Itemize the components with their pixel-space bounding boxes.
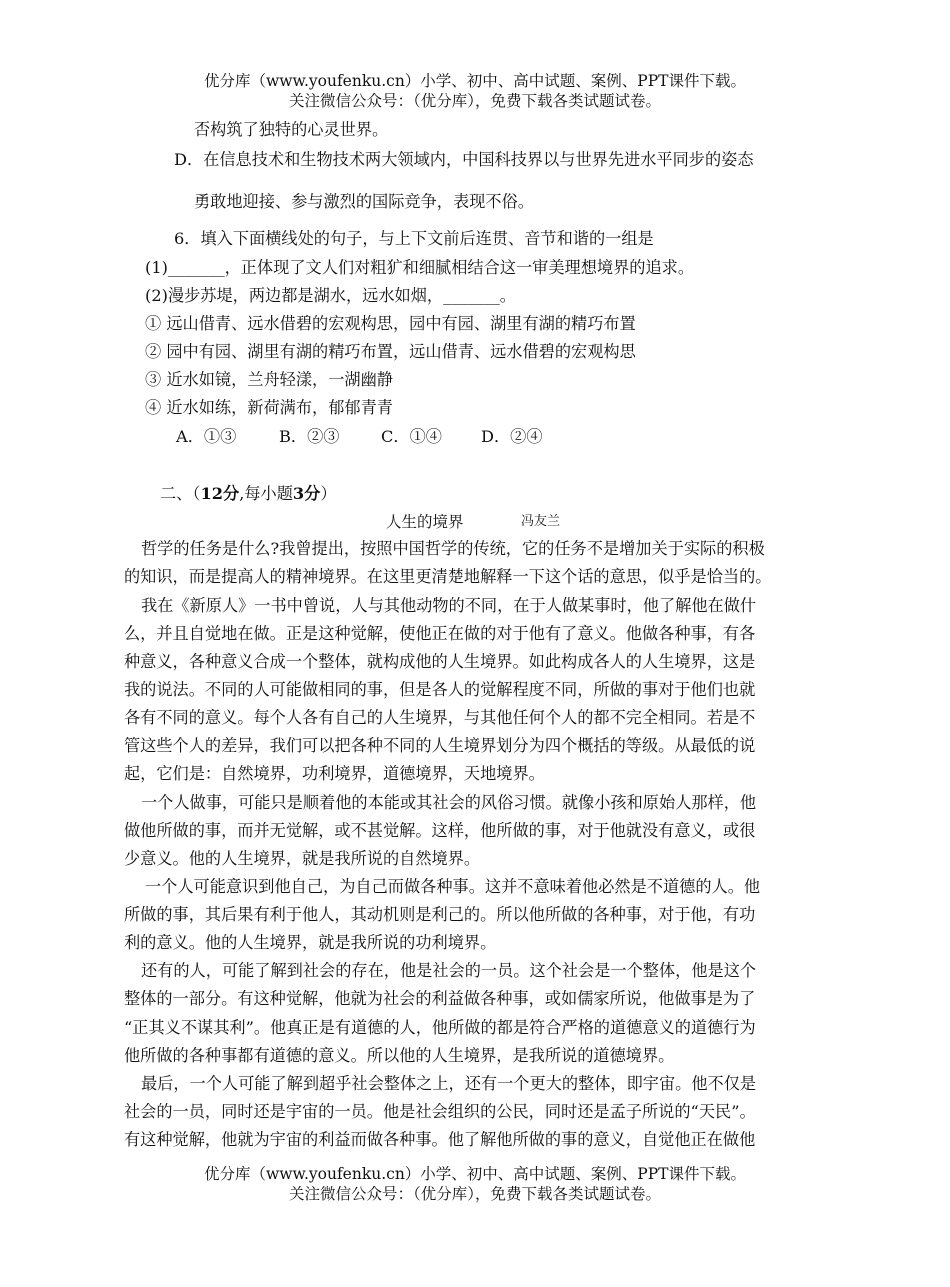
q6-choice-b: B．②③: [279, 427, 340, 446]
article-line: 最后，一个人可能了解到超乎社会整体之上，还有一个更大的整体，即宇宙。他不仅是: [141, 1074, 757, 1093]
q6-stem: 6．填入下面横线处的句子，与上下文前后连贯、音节和谐的一组是: [174, 229, 654, 248]
header-line-2: 关注微信公众号：（优分库），免费下载各类试题试卷。: [288, 92, 661, 110]
article-line: “正其义不谋其利”。他真正是有道德的人，他所做的都是符合严格的道德意义的道德行为: [124, 1018, 756, 1037]
article-line: 有这种觉解，他就为宇宙的利益而做各种事。他了解他所做的事的意义，自觉他正在做他: [124, 1130, 756, 1149]
q6-choice-d: D．②④: [481, 427, 543, 446]
footer-line-1: 优分库（www.youfenku.cn）小学、初中、高中试题、案例、PPT课件下载。: [203, 1165, 747, 1183]
article-title: 人生的境界: [386, 513, 464, 531]
header-line-1: 优分库（www.youfenku.cn）小学、初中、高中试题、案例、PPT课件下载。: [203, 72, 747, 90]
q5-option-d-line-2: 勇敢地迎接、参与激烈的国际竞争，表现不俗。: [194, 192, 534, 211]
q5-option-c-end: 否构筑了独特的心灵世界。: [194, 120, 389, 139]
q6-choice-a: A．①③: [176, 427, 237, 446]
q6-option-3: ③ 近水如镜，兰舟轻漾，一湖幽静: [145, 370, 393, 389]
article-line: 各有不同的意义。每个人各有自己的人生境界，与其他任何个人的都不完全相同。若是不: [124, 708, 756, 727]
article-line: 利的意义。他的人生境界，就是我所说的功利境界。: [124, 933, 497, 952]
article-line: 所做的事，其后果有利于他人，其动机则是利己的。所以他所做的各种事，对于他，有功: [124, 905, 756, 924]
article-line: 做他所做的事，而并无觉解，或不甚觉解。这样，他所做的事，对于他就没有意义，或很: [124, 821, 756, 840]
article-line: 一个人做事，可能只是顺着他的本能或其社会的风俗习惯。就像小孩和原始人那样，他: [141, 793, 757, 812]
q6-sentence-1: (1)_______，正体现了文人们对粗犷和细腻相结合这一审美理想境界的追求。: [145, 258, 695, 277]
q6-choice-c: C．①④: [381, 427, 442, 446]
section-2-heading: 二、（12分,每小题3分）: [160, 484, 337, 503]
article-line: 他所做的各种事都有道德的意义。所以他的人生境界，是我所说的道德境界。: [124, 1046, 675, 1065]
article-line: 起，它们是：自然境界，功利境界，道德境界，天地境界。: [124, 764, 545, 783]
article-line: 我在《新原人》一书中曾说，人与其他动物的不同，在于人做某事时，他了解他在做什: [141, 596, 757, 615]
article-line: 我的说法。不同的人可能做相同的事，但是各人的觉解程度不同，所做的事对于他们也就: [124, 680, 756, 699]
article-line: 社会的一员，同时还是宇宙的一员。他是社会组织的公民，同时还是孟子所说的“天民”。: [124, 1102, 756, 1121]
article-line: 一个人可能意识到他自己，为自己而做各种事。这并不意味着他必然是不道德的人。他: [145, 877, 761, 896]
article-line: 的知识，而是提高人的精神境界。在这里更清楚地解释一下这个话的意思，似乎是恰当的。: [124, 567, 772, 586]
q6-sentence-2: (2)漫步苏堤，两边都是湖水，远水如烟，_______。: [145, 286, 516, 305]
article-line: 种意义，各种意义合成一个整体，就构成他的人生境界。如此构成各人的人生境界，这是: [124, 652, 756, 671]
footer-line-2: 关注微信公众号：（优分库），免费下载各类试题试卷。: [288, 1185, 661, 1203]
article-line: 管这些个人的差异，我们可以把各种不同的人生境界划分为四个概括的等级。从最低的说: [124, 736, 756, 755]
article-line: 么，并且自觉地在做。正是这种觉解，使他正在做的对于他有了意义。他做各种事，有各: [124, 624, 756, 643]
q5-option-d-line-1: D．在信息技术和生物技术两大领域内，中国科技界以与世界先进水平同步的姿态: [174, 150, 754, 169]
q6-option-2: ② 园中有园、湖里有湖的精巧布置，远山借青、远水借碧的宏观构思: [145, 342, 636, 361]
article-line: 整体的一部分。有这种觉解，他就为社会的利益做各种事，或如儒家所说，他做事是为了: [124, 989, 756, 1008]
article-line: 少意义。他的人生境界，就是我所说的自然境界。: [124, 849, 481, 868]
article-author: 冯友兰: [521, 514, 561, 529]
article-line: 还有的人，可能了解到社会的存在，他是社会的一员。这个社会是一个整体，他是这个: [141, 961, 757, 980]
q6-option-1: ① 远山借青、远水借碧的宏观构思，园中有园、湖里有湖的精巧布置: [145, 314, 636, 333]
q6-option-4: ④ 近水如练，新荷满布，郁郁青青: [145, 398, 393, 417]
article-line: 哲学的任务是什么?我曾提出，按照中国哲学的传统，它的任务不是增加关于实际的积极: [141, 539, 765, 558]
